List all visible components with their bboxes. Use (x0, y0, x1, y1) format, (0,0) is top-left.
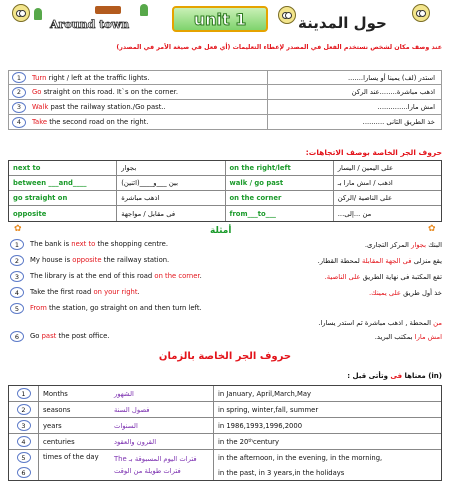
time-example: in 1986,1993,1996,2000 (218, 421, 303, 430)
table-row (9, 434, 441, 450)
direction-en: Take the second road on the right. (32, 118, 149, 126)
table-row (8, 115, 442, 130)
example-row (8, 238, 442, 254)
direction-en: Walk past the railway station./Go past.. (32, 103, 166, 111)
prep-ar: فى مقابل / مواجهة (117, 206, 225, 221)
time-ar: السنوات (114, 418, 214, 433)
time-ar: فصول السنة (114, 402, 214, 417)
prep-ar: اذهب مباشرة (117, 191, 225, 205)
city-title-ar: حول المدينة (298, 14, 387, 32)
time-ar: فترات اليوم المسبوقة بـ The فترات طويلة من الوقت (114, 450, 214, 480)
table-row (9, 402, 441, 418)
example-en: From the station, go straight on and then turn left. (30, 304, 202, 312)
direction-en: Go straight on this road. It`s on the corner. (32, 88, 178, 96)
prep-en: go straight on (9, 191, 117, 205)
prep-ar: على الناصية /الركن (337, 194, 392, 202)
time-example: in January, April,March,May (218, 389, 312, 398)
table-row (8, 100, 442, 115)
example-ar: تقع المكتبة فى نهاية الطريق على الناصية. (324, 273, 442, 281)
time-example: in the 20 th century (218, 437, 279, 446)
direction-ar: خذ الطريق الثانى .......... (362, 118, 435, 126)
tree-icon (140, 4, 148, 16)
cartoon-face-icon (12, 4, 30, 22)
signpost-icon (95, 6, 121, 14)
example-en: The library is at the end of this road on the corner. (30, 272, 202, 280)
prep-ar: بجوار (117, 161, 225, 175)
examples-title: أمثلة (210, 226, 232, 236)
row-number: 6 (17, 467, 31, 478)
example-row (8, 254, 442, 270)
example-en: Go past the post office. (30, 332, 110, 340)
row-number: 5 (10, 303, 24, 314)
direction-en: Turn right / left at the traffic lights. (32, 73, 150, 82)
prep-ar: بين ___و____(اثنين) (117, 176, 225, 190)
row-number: 5 (17, 452, 31, 463)
table-row (9, 206, 441, 221)
example-row (8, 330, 442, 346)
row-number: 3 (12, 102, 26, 113)
prep-ar: على اليمين / اليسار (337, 164, 394, 172)
time-en: seasons (43, 405, 71, 414)
direction-ar: امش مارا.............. (377, 103, 435, 111)
tree-icon (34, 8, 42, 20)
row-number: 3 (17, 420, 31, 431)
row-number: 1 (17, 388, 31, 399)
example-ar: خذ أول طريق على يمينك. (368, 289, 442, 297)
time-table (8, 385, 442, 481)
header-banner (0, 0, 450, 40)
butterfly-icon: ✿ (14, 224, 22, 234)
example-ar: من المحطة , اذهب مباشرة ثم استدر يسارا. (318, 319, 442, 327)
table-row (8, 85, 442, 100)
table-row (9, 176, 441, 191)
directions-table (8, 70, 442, 130)
time-example: in spring, winter,fall, summer (218, 405, 319, 414)
row-number: 1 (10, 239, 24, 250)
around-town-title: Around town (50, 18, 130, 31)
row-number: 4 (12, 117, 26, 128)
table-row (9, 418, 441, 434)
example-ar: البنك بجوار المركز التجارى. (364, 241, 442, 249)
example-en: The bank is next to the shopping centre. (30, 240, 168, 248)
unit-title: unit 1 (172, 6, 268, 32)
prepositions-title: حروف الجر الخاصة بوصف الاتجاهات: (305, 148, 442, 157)
prep-ar: اذهب / امش مارا بـ (337, 179, 393, 187)
row-number: 3 (10, 271, 24, 282)
time-ar: الشهور (114, 386, 214, 401)
example-en: Take the first road on your right. (30, 288, 140, 296)
butterfly-icon: ✿ (428, 224, 436, 234)
row-number: 4 (17, 436, 31, 447)
time-example: in the afternoon, in the evening, in the morning, in the past, in 3 years,in the holidays (218, 453, 383, 477)
prep-en: walk / go past (226, 176, 334, 190)
row-number: 2 (17, 404, 31, 415)
time-ar: القرون والعقود (114, 434, 214, 449)
cartoon-face-icon (412, 4, 430, 22)
table-row (9, 161, 441, 176)
table-row (9, 386, 441, 402)
row-number: 2 (10, 255, 24, 266)
prep-en: from___to___ (226, 206, 334, 221)
time-en: centuries (43, 437, 75, 446)
table-row (8, 70, 442, 85)
direction-ar: استدر (لف) يمينا أو يسارا....... (347, 73, 435, 82)
direction-ar: اذهب مباشرة........عند الركن (351, 88, 435, 96)
row-number: 1 (12, 72, 26, 83)
row-number: 2 (12, 87, 26, 98)
time-en: years (43, 421, 62, 430)
table-row (9, 191, 441, 206)
prep-en: between ___and____ (9, 176, 117, 190)
example-ar: امش مارا بمكتب البريد. (374, 333, 442, 341)
prepositions-table (8, 160, 442, 222)
prep-ar: من ...إلى... (337, 209, 372, 218)
row-number: 4 (10, 287, 24, 298)
time-en: times of the day (43, 453, 99, 461)
in-meaning-text: (in) معناها فى وتأتى قبل : (347, 372, 442, 380)
example-en: My house is opposite the railway station. (30, 256, 170, 264)
prep-en: on the corner (226, 191, 334, 205)
cartoon-face-icon (278, 6, 296, 24)
intro-text: عند وصف مكان لشخص نستخدم الفعل في المصدر لإعطاء التعليمات (أي فعل في صيغة الأمر في المصدر) (116, 44, 442, 51)
time-prepositions-title: حروف الجر الخاصة بالزمان (158, 351, 292, 362)
example-ar: يقع منزلى فى الجهة المقابلة لمحطة القطار. (317, 257, 442, 265)
prep-en: on the right/left (226, 161, 334, 175)
example-row (8, 286, 442, 302)
row-number: 6 (10, 331, 24, 342)
prep-en: next to (9, 161, 117, 175)
table-row (9, 450, 441, 480)
prep-en: opposite (9, 206, 117, 221)
example-row (8, 270, 442, 286)
time-en: Months (43, 389, 68, 398)
